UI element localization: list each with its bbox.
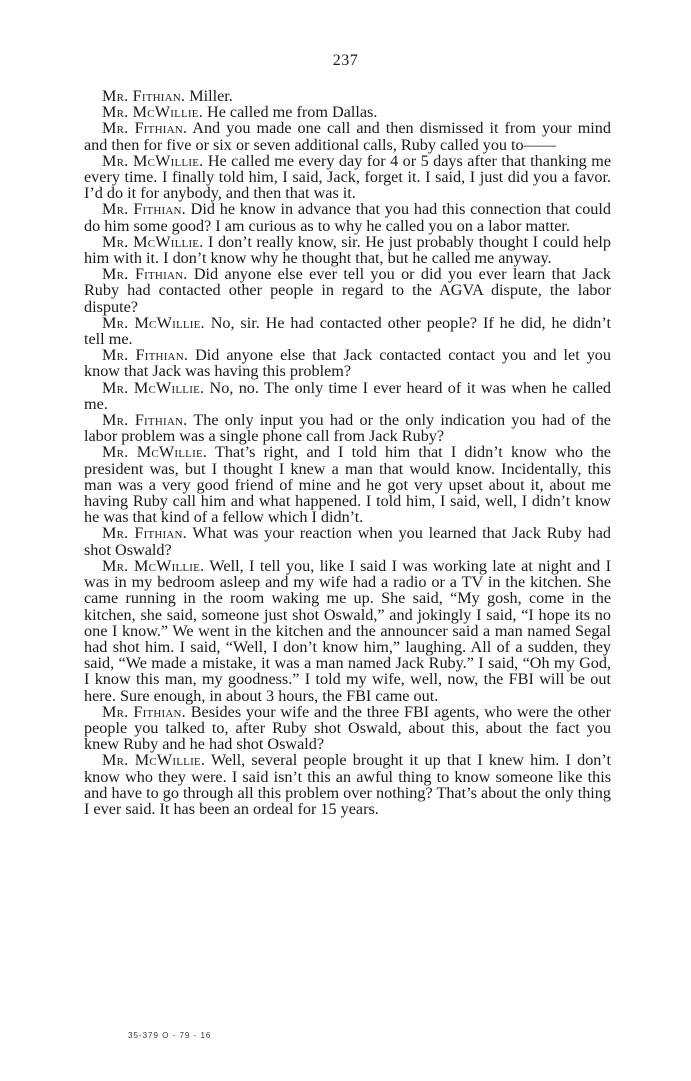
transcript-paragraph: [84, 347, 611, 379]
paragraph-text: And you made one call and then dismissed it from your mind and then for five or six or seven additional calls, Ruby called you to——: [84, 119, 611, 154]
transcript-paragraph: [84, 752, 611, 817]
speaker-name: Mr. Fithian.: [102, 200, 186, 219]
speaker-name: Mr. Fithian.: [102, 524, 187, 543]
paragraph-text: Did anyone else that Jack contacted contact you and let you know that Jack was having this problem?: [84, 346, 611, 381]
transcript-paragraph: [84, 315, 611, 347]
transcript-paragraph: [84, 558, 611, 704]
transcript-paragraph: [84, 444, 611, 525]
paragraph-text: The only input you had or the only indication you had of the labor problem was a single phone call from Jack Ruby?: [84, 411, 611, 446]
speaker-name: Mr. Fithian.: [102, 411, 188, 430]
speaker-name: Mr. Fithian.: [102, 702, 186, 721]
paragraph-text: Besides your wife and the three FBI agents, who were the other people you talked to, after Ruby shot Oswald, about this, about the fact you knew Ruby and he had shot Oswald?: [84, 702, 612, 754]
transcript-paragraph: [84, 412, 611, 444]
page-number: 237: [332, 52, 359, 69]
transcript-paragraph: [84, 380, 611, 412]
speaker-name: Mr. Fithian.: [102, 87, 186, 105]
paragraph-text: I don’t really know, sir. He just probably thought I could help him with it. I don’t know why he thought that, but he called me anyway.: [84, 232, 611, 268]
speaker-name: Mr. Fithian.: [102, 119, 188, 138]
paragraph-text: He called me every day for 4 or 5 days after that thanking me every time. I finally told him, I said, Jack, forget it. I said, I just did you a favor. I’d do it for anybody, and then that was it.: [84, 151, 611, 203]
transcript-body: [84, 88, 611, 817]
transcript-paragraph: [84, 266, 611, 315]
paragraph-text: What was your reaction when you learned that Jack Ruby had shot Oswald?: [84, 524, 611, 559]
transcript-paragraph: [84, 704, 611, 753]
speaker-name: Mr. McWillie.: [102, 443, 208, 462]
speaker-name: Mr. McWillie.: [102, 751, 206, 770]
transcript-paragraph: [84, 88, 611, 104]
transcript-paragraph: [84, 120, 611, 152]
speaker-name: Mr. McWillie.: [102, 313, 205, 332]
paragraph-text: Well, I tell you, like I said I was working late at night and I was in my bedroom asleep and my wife had a radio or a TV in the kitchen. She came running in the room waking me up. She said, “My gosh, come in the kitchen, she said, someone just shot Oswald,” and jokingly I said, “I hope its no one I know.” We went in the kitchen and the announcer said a man named Segal had shot him. I said, “Well, I don’t know him,” laughing. All of a sudden, they said, “We made a mistake, it was a man named Jack Ruby.” I said, “Oh my God, I know this man, my goodness.” I told my wife, well, now, the FBI will be out here. Sure enough, in about 3 hours, the FBI came out.: [84, 556, 612, 705]
paragraph-text: No, sir. He had contacted other people? If he did, he didn’t tell me.: [84, 313, 611, 349]
print-code-footer: 35-379 O - 79 - 16: [128, 1031, 212, 1040]
paragraph-text: Miller.: [185, 87, 233, 105]
speaker-name: Mr. Fithian.: [102, 346, 189, 365]
transcript-paragraph: [84, 525, 611, 557]
paragraph-text: Well, several people brought it up that I knew him. I don’t know who they were. I said isn’t this an awful thing to know someone like this and have to go through all this problem over nothing? That’s about the only thing I ever said. It has been an ordeal for 15 years.: [84, 751, 611, 818]
speaker-name: Mr. McWillie.: [102, 378, 205, 397]
speaker-name: Mr. McWillie.: [102, 151, 204, 170]
paragraph-text: Did he know in advance that you had this connection that could do him some good? I am curious as to why he called you on a labor matter.: [84, 200, 611, 235]
speaker-name: Mr. McWillie.: [102, 556, 205, 575]
paragraph-text: He called me from Dallas.: [202, 103, 378, 122]
transcript-paragraph: [84, 234, 611, 266]
paragraph-text: No, no. The only time I ever heard of it was when he called me.: [84, 378, 611, 413]
transcript-paragraph: [84, 153, 611, 202]
paragraph-text: That’s right, and I told him that I didn’t know who the president was, but I thought I knew a man that would know. Incidentally, this man was a very good friend of mine and he got very upset about it, about me having Ruby call him and what happened. I told him, I said, well, I didn’t know he was that kind of a fellow which I didn’t.: [84, 443, 611, 527]
speaker-name: Mr. McWillie.: [102, 232, 204, 251]
transcript-paragraph: [84, 201, 611, 233]
paragraph-text: Did anyone else ever tell you or did you ever learn that Jack Ruby had contacted other people in regard to the AGVA dispute, the labor dispute?: [84, 265, 611, 316]
speaker-name: Mr. Fithian.: [102, 265, 188, 284]
speaker-name: Mr. McWillie.: [102, 103, 203, 122]
transcript-paragraph: [84, 104, 611, 120]
